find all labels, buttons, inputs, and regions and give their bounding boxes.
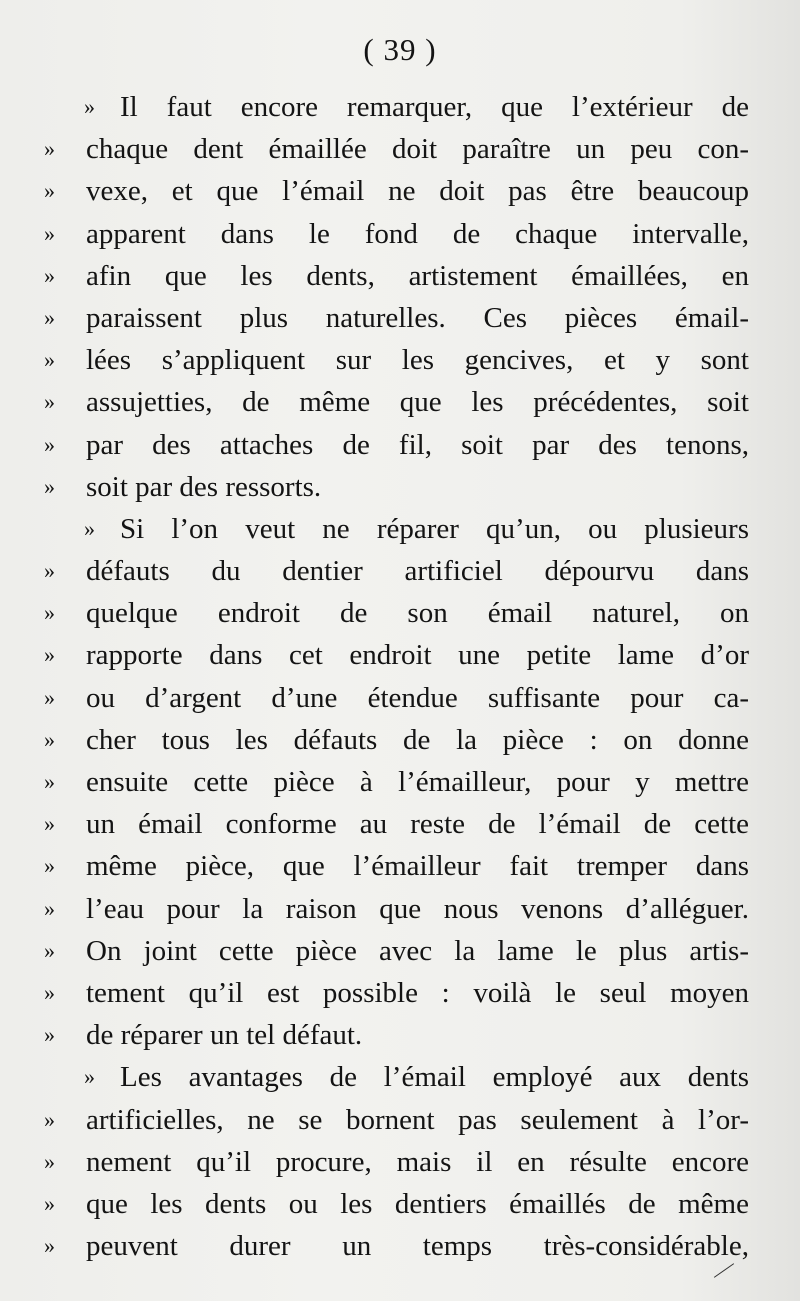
quote-mark: » bbox=[44, 853, 55, 879]
line-text: cher tous les défauts de la pièce : on donne bbox=[86, 723, 749, 756]
quote-mark: » bbox=[84, 515, 95, 541]
text-line bbox=[44, 592, 749, 634]
line-text: Les avantages de l’émail employé aux dents bbox=[120, 1061, 749, 1094]
quote-mark: » bbox=[44, 726, 55, 752]
text-line bbox=[44, 1141, 749, 1183]
line-text: même pièce, que l’émailleur fait tremper dans bbox=[86, 850, 749, 883]
text-line bbox=[44, 339, 749, 381]
line-text: afin que les dents, artistement émaillées, en bbox=[86, 259, 749, 292]
line-text: tement qu’il est possible : voilà le seul moyen bbox=[86, 976, 749, 1009]
line-text: Il faut encore remarquer, que l’extérieur de bbox=[120, 91, 749, 123]
text-line bbox=[44, 1099, 749, 1141]
line-text: défauts du dentier artificiel dépourvu dans bbox=[86, 555, 749, 588]
line-text: par des attaches de fil, soit par des tenons, bbox=[86, 428, 749, 461]
quote-mark: » bbox=[44, 304, 55, 330]
text-line bbox=[44, 86, 749, 128]
quote-mark: » bbox=[44, 473, 55, 499]
text-line bbox=[44, 677, 749, 719]
page-number: ( 39 ) bbox=[363, 32, 437, 67]
text-line bbox=[44, 297, 749, 339]
quote-mark: » bbox=[44, 389, 55, 415]
quote-mark: » bbox=[44, 220, 55, 246]
line-text: un émail conforme au reste de l’émail de cette bbox=[86, 808, 749, 841]
text-line bbox=[44, 845, 749, 887]
line-text: paraissent plus naturelles. Ces pièces émail- bbox=[86, 301, 749, 334]
line-text: de réparer un tel défaut. bbox=[86, 1019, 363, 1052]
quote-mark: » bbox=[44, 937, 55, 963]
quote-mark: » bbox=[44, 1148, 55, 1174]
line-text: On joint cette pièce avec la lame le plus artis- bbox=[86, 934, 749, 967]
text-line bbox=[44, 255, 749, 297]
text-line bbox=[44, 634, 749, 676]
quote-mark: » bbox=[44, 1233, 55, 1259]
text-line bbox=[44, 1183, 749, 1225]
quote-mark: » bbox=[44, 558, 55, 584]
line-text: nement qu’il procure, mais il en résulte encore bbox=[86, 1145, 749, 1178]
line-text: vexe, et que l’émail ne doit pas être beaucoup bbox=[86, 175, 749, 208]
quote-mark: » bbox=[44, 1190, 55, 1216]
quote-mark: » bbox=[44, 262, 55, 288]
quote-mark: » bbox=[44, 1022, 55, 1048]
text-line bbox=[44, 719, 749, 761]
line-text: artificielles, ne se bornent pas seulement à l’or- bbox=[86, 1103, 749, 1136]
text-line bbox=[44, 1225, 749, 1267]
text-line bbox=[44, 170, 749, 212]
quote-mark: » bbox=[44, 431, 55, 457]
line-text: chaque dent émaillée doit paraître un peu con- bbox=[86, 133, 749, 166]
line-text: ou d’argent d’une étendue suffisante pour ca- bbox=[86, 681, 749, 714]
text-line bbox=[44, 508, 749, 550]
line-text: assujetties, de même que les précédentes, soit bbox=[86, 386, 749, 419]
page-body-text bbox=[44, 86, 749, 1267]
line-text: apparent dans le fond de chaque intervalle, bbox=[86, 217, 749, 250]
text-line bbox=[44, 930, 749, 972]
text-line bbox=[44, 550, 749, 592]
text-line bbox=[44, 1056, 749, 1098]
line-text: rapporte dans cet endroit une petite lame d’or bbox=[86, 639, 749, 672]
text-line bbox=[44, 1014, 749, 1056]
text-line bbox=[44, 424, 749, 466]
line-text: lées s’appliquent sur les gencives, et y sont bbox=[86, 344, 749, 377]
text-line bbox=[44, 381, 749, 423]
line-text: l’eau pour la raison que nous venons d’alléguer. bbox=[86, 892, 749, 925]
text-line bbox=[44, 761, 749, 803]
quote-mark: » bbox=[44, 769, 55, 794]
text-line bbox=[44, 213, 749, 255]
text-line bbox=[44, 128, 749, 170]
text-line bbox=[44, 888, 749, 930]
line-text: que les dents ou les dentiers émaillés de même bbox=[86, 1187, 749, 1220]
quote-mark: » bbox=[44, 684, 55, 710]
quote-mark: » bbox=[84, 94, 95, 119]
line-text: soit par des ressorts. bbox=[86, 470, 322, 503]
quote-mark: » bbox=[44, 347, 55, 373]
line-text: Si l’on veut ne réparer qu’un, ou plusieurs bbox=[120, 512, 749, 545]
quote-mark: » bbox=[44, 600, 55, 626]
quote-mark: » bbox=[44, 136, 55, 162]
line-text: quelque endroit de son émail naturel, on bbox=[86, 597, 749, 630]
line-text: peuvent durer un temps très-considérable, bbox=[86, 1230, 749, 1263]
quote-mark: » bbox=[44, 178, 55, 204]
line-text: ensuite cette pièce à l’émailleur, pour y mettre bbox=[86, 766, 749, 798]
text-line bbox=[44, 803, 749, 845]
quote-mark: » bbox=[84, 1064, 95, 1090]
quote-mark: » bbox=[44, 642, 55, 668]
quote-mark: » bbox=[44, 811, 55, 837]
text-line bbox=[44, 972, 749, 1014]
text-line bbox=[44, 466, 749, 508]
quote-mark: » bbox=[44, 1106, 55, 1132]
quote-mark: » bbox=[44, 895, 55, 921]
quote-mark: » bbox=[44, 979, 55, 1005]
